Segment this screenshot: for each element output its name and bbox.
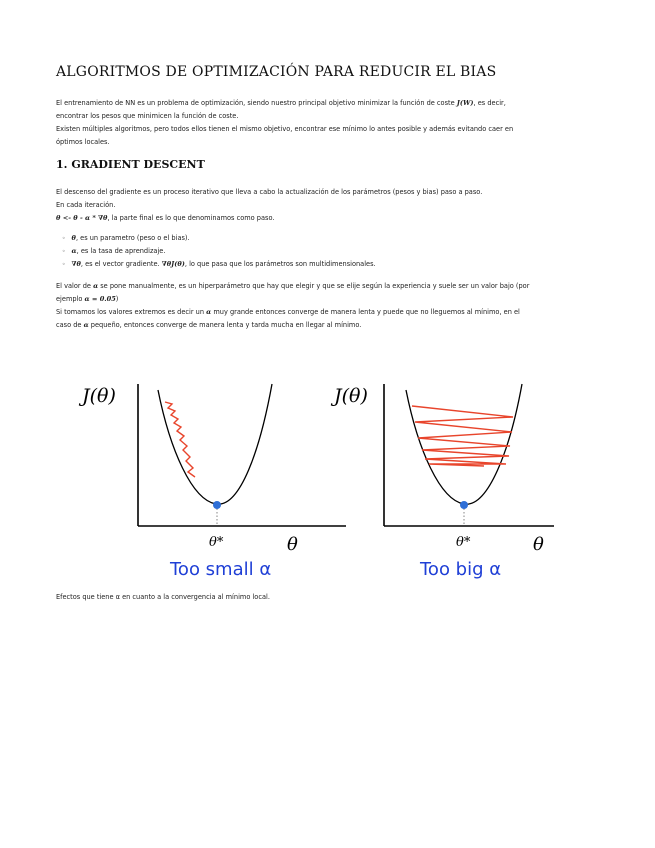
y-axis-label: J(θ) xyxy=(334,385,368,407)
gd-bullet-list xyxy=(62,232,376,271)
gd-line1: El descenso del gradiente es un proceso iterativo que lleva a cabo la actualización de los parámetros (pesos y bias) paso a paso. xyxy=(56,188,483,196)
cost-curve xyxy=(158,384,272,504)
y-axis-label: J(θ) xyxy=(82,385,116,407)
alpha-paragraph: El valor de α se pone manualmente, es un hiperparámetro que hay que elegir y que se elije según la experiencia y suele ser un valor bajo (por ejemplo α = 0.05) Si tomamos los valores extremos es decir un α muy grande entonces converge de manera lenta y puede que no lleguemos al mínimo, en el caso de α pequeño, entonces converge de manera lenta y tarda mucha en llegar al mínimo. xyxy=(56,282,530,329)
gradient-steps-small xyxy=(165,402,195,477)
panel-too-small xyxy=(78,384,346,580)
panel-too-big xyxy=(330,384,554,580)
learning-rate-figure xyxy=(62,360,562,585)
minimum-point xyxy=(213,501,221,509)
section-heading-gradient-descent: 1. GRADIENT DESCENT xyxy=(56,158,205,171)
minimum-label: θ* xyxy=(209,535,224,550)
gd-line2: En cada iteración. xyxy=(56,201,116,209)
intro-line2: encontrar los pesos que minimicen la función de coste. xyxy=(56,112,239,120)
minimum-label: θ* xyxy=(456,535,471,550)
minimum-point xyxy=(460,501,468,509)
list-item: ◦ α, es la tasa de aprendizaje. xyxy=(62,245,376,258)
cost-curve xyxy=(406,384,522,504)
gd-paragraph xyxy=(56,186,601,225)
intro-math-jw: J(W) xyxy=(456,99,474,107)
intro-line1-tail: , es decir, xyxy=(473,99,506,107)
intro-paragraph xyxy=(56,97,601,149)
intro-line3: Existen múltiples algoritmos, pero todos ellos tienen el mismo objetivo, encontrar ese mínimo lo antes posible y además evitando caer en xyxy=(56,125,514,133)
intro-line1: El entrenamiento de NN es un problema de optimización, siendo nuestro principal objetivo minimizar la función de coste xyxy=(56,99,455,107)
alpha-symbol: α xyxy=(93,282,99,290)
figure-caption: Efectos que tiene α en cuanto a la convergencia al mínimo local. xyxy=(56,593,270,601)
list-item: ◦ ∇θ, es el vector gradiente. ∇θJ(θ), lo que pasa que los parámetros son multidimensionales. xyxy=(62,258,376,271)
x-axis-label: θ xyxy=(533,534,544,555)
intro-line4: óptimos locales. xyxy=(56,138,110,146)
gd-formula-tail: , la parte final es lo que denominamos como paso. xyxy=(107,214,275,222)
gd-update-formula: θ <- θ - α * ∇θ xyxy=(56,214,108,222)
alpha-example: α = 0.05 xyxy=(84,295,116,303)
too-big-caption: Too big α xyxy=(420,559,502,580)
too-small-caption: Too small α xyxy=(170,559,272,580)
page-title: ALGORITMOS DE OPTIMIZACIÓN PARA REDUCIR EL BIAS xyxy=(56,64,497,80)
gradient-steps-big xyxy=(412,406,513,466)
list-item: ◦ θ, es un parametro (peso o el bias). xyxy=(62,232,376,245)
x-axis-label: θ xyxy=(287,534,298,555)
